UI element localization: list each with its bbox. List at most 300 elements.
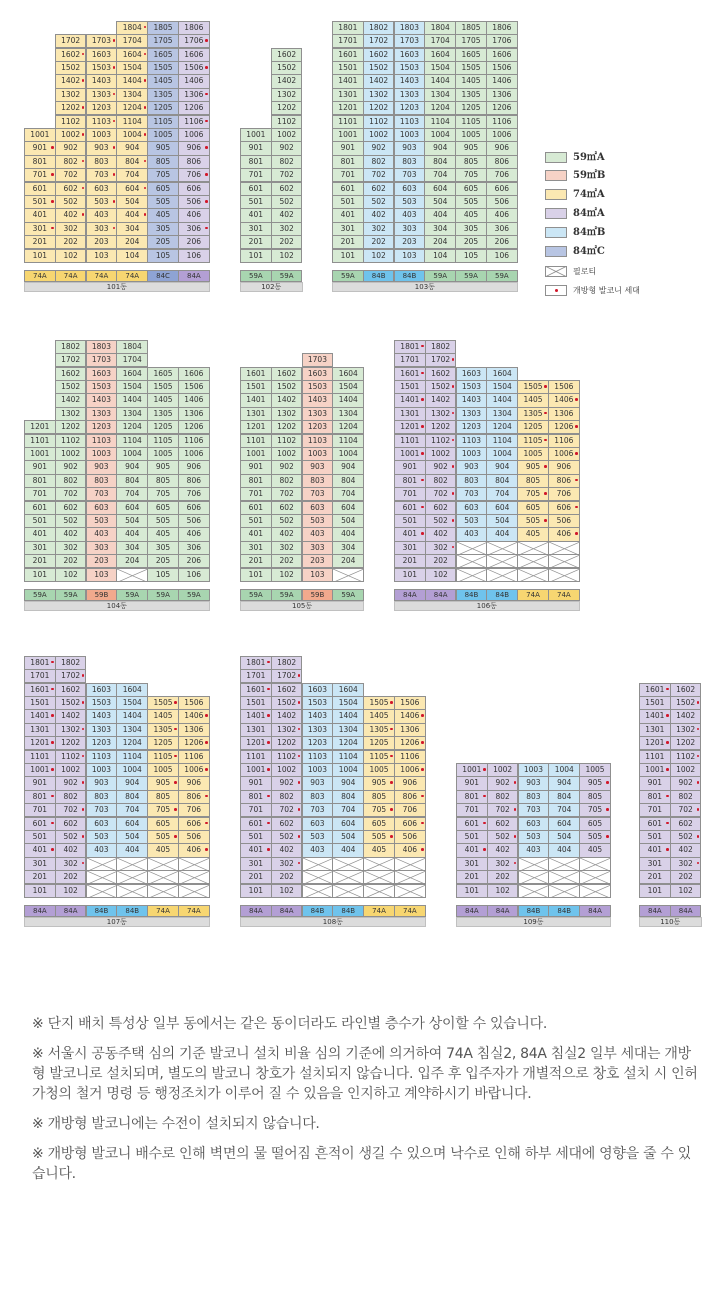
piloti-cell <box>332 857 364 871</box>
unit-cell: 801 <box>240 474 272 488</box>
open-balcony-dot <box>697 835 700 838</box>
unit-cell: 805 <box>147 790 179 804</box>
unit-cell: 801 <box>240 790 272 804</box>
piloti-cell <box>363 884 395 898</box>
open-balcony-dot <box>421 479 424 482</box>
unit-cell: 302 <box>670 857 702 871</box>
piloti-cell <box>548 541 580 555</box>
open-balcony-dot <box>421 714 424 717</box>
unit-cell: 1403 <box>302 393 334 407</box>
unit-cell: 1404 <box>332 393 364 407</box>
unit-cell: 1502 <box>271 380 303 394</box>
unit-cell: 1101 <box>240 750 272 764</box>
unit-cell: 505 <box>517 514 549 528</box>
open-balcony-dot <box>144 213 147 216</box>
unit-cell: 1605 <box>455 48 487 62</box>
unit-cell: 1503 <box>86 696 118 710</box>
unit-cell: 1406 <box>178 74 210 88</box>
unit-cell: 1101 <box>24 434 56 448</box>
unit-cell: 501 <box>394 514 426 528</box>
unit-cell: 1401 <box>639 709 671 723</box>
unit-cell: 905 <box>455 141 487 155</box>
open-balcony-dot <box>51 714 54 717</box>
unit-cell: 1203 <box>302 736 334 750</box>
unit-type-tab: 59A <box>240 270 272 282</box>
open-balcony-dot <box>205 39 208 42</box>
piloti-cell <box>518 857 550 871</box>
unit-cell: 905 <box>579 776 611 790</box>
unit-cell: 402 <box>425 527 457 541</box>
unit-cell: 503 <box>394 195 426 209</box>
unit-cell: 501 <box>240 514 272 528</box>
unit-cell: 605 <box>363 817 395 831</box>
piloti-cell <box>517 568 549 582</box>
unit-cell: 1206 <box>486 101 518 115</box>
unit-cell: 1405 <box>363 709 395 723</box>
unit-cell: 103 <box>86 249 118 263</box>
unit-cell: 202 <box>55 870 87 884</box>
unit-type-tab: 84B <box>363 270 395 282</box>
unit-cell: 1105 <box>363 750 395 764</box>
open-balcony-dot <box>452 465 455 468</box>
unit-cell: 1103 <box>394 115 426 129</box>
unit-cell: 701 <box>639 803 671 817</box>
unit-cell: 903 <box>86 460 118 474</box>
unit-cell: 601 <box>24 817 56 831</box>
unit-cell: 704 <box>548 803 580 817</box>
unit-cell: 802 <box>271 155 303 169</box>
unit-cell: 1202 <box>425 420 457 434</box>
unit-cell: 805 <box>363 790 395 804</box>
unit-cell: 502 <box>487 830 519 844</box>
unit-cell: 1002 <box>55 763 87 777</box>
unit-cell: 1202 <box>55 420 87 434</box>
unit-cell: 705 <box>455 168 487 182</box>
open-balcony-dot <box>205 93 208 96</box>
unit-cell: 804 <box>332 790 364 804</box>
unit-cell: 701 <box>240 803 272 817</box>
unit-cell: 305 <box>147 222 179 236</box>
unit-cell: 906 <box>178 776 210 790</box>
open-balcony-dot <box>483 848 486 851</box>
unit-cell: 1702 <box>55 669 87 683</box>
unit-cell: 306 <box>178 541 210 555</box>
unit-cell: 802 <box>363 155 395 169</box>
unit-cell: 204 <box>116 554 148 568</box>
open-balcony-dot <box>113 93 116 96</box>
unit-cell: 1502 <box>271 696 303 710</box>
open-balcony-dot <box>113 173 116 176</box>
unit-cell: 601 <box>394 501 426 515</box>
open-balcony-dot <box>421 532 424 535</box>
unit-cell: 702 <box>425 487 457 501</box>
unit-cell: 1004 <box>116 128 148 142</box>
unit-cell: 906 <box>548 460 580 474</box>
unit-cell: 1602 <box>425 367 457 381</box>
open-balcony-dot <box>483 822 486 825</box>
unit-cell: 1302 <box>55 723 87 737</box>
unit-cell: 1406 <box>178 393 210 407</box>
piloti-cell <box>363 870 395 884</box>
unit-cell: 1002 <box>55 128 87 142</box>
piloti-cell <box>116 884 148 898</box>
unit-cell: 1606 <box>178 48 210 62</box>
unit-cell: 504 <box>424 195 456 209</box>
unit-cell: 1601 <box>332 48 364 62</box>
unit-cell: 1003 <box>456 447 488 461</box>
unit-cell: 404 <box>424 208 456 222</box>
open-balcony-dot <box>421 425 424 428</box>
unit-cell: 904 <box>332 776 364 790</box>
unit-cell: 502 <box>271 830 303 844</box>
unit-cell: 405 <box>455 208 487 222</box>
unit-type-tab: 59A <box>24 589 56 601</box>
unit-cell: 1402 <box>55 709 87 723</box>
unit-cell: 902 <box>271 776 303 790</box>
unit-cell: 602 <box>55 182 87 196</box>
unit-cell: 1304 <box>116 88 148 102</box>
unit-cell: 1703 <box>86 353 118 367</box>
unit-cell: 1802 <box>425 340 457 354</box>
unit-cell: 102 <box>670 884 702 898</box>
unit-cell: 706 <box>486 168 518 182</box>
unit-type-tab: 84B <box>518 905 550 917</box>
unit-cell: 402 <box>271 527 303 541</box>
unit-cell: 701 <box>24 168 56 182</box>
unit-cell: 203 <box>86 554 118 568</box>
unit-cell: 1003 <box>86 128 118 142</box>
open-balcony-dot <box>205 200 208 203</box>
open-balcony-dot <box>113 39 116 42</box>
open-balcony-dot <box>298 755 301 758</box>
unit-cell: 804 <box>486 474 518 488</box>
unit-cell: 202 <box>487 870 519 884</box>
unit-cell: 102 <box>55 884 87 898</box>
piloti-cell <box>579 857 611 871</box>
unit-cell: 802 <box>55 155 87 169</box>
legend-swatch <box>545 208 567 219</box>
unit-cell: 906 <box>394 776 426 790</box>
unit-cell: 1802 <box>271 656 303 670</box>
unit-cell: 806 <box>548 474 580 488</box>
unit-cell: 105 <box>147 568 179 582</box>
unit-cell: 301 <box>240 857 272 871</box>
unit-cell: 1605 <box>147 367 179 381</box>
unit-cell: 606 <box>178 817 210 831</box>
unit-cell: 801 <box>24 155 56 169</box>
open-balcony-dot <box>51 768 54 771</box>
unit-type-tab: 74A <box>517 589 549 601</box>
building-label: 106동 <box>394 601 580 611</box>
note-4: ※ 개방형 발코니 배수로 인해 벽면의 물 떨어짐 흔적이 생길 수 있으며 낙수로 인해 하부 세대에 영향을 줄 수 있습니다. <box>32 1146 691 1182</box>
open-balcony-dot <box>267 848 270 851</box>
unit-cell: 404 <box>116 208 148 222</box>
unit-cell: 202 <box>271 870 303 884</box>
unit-cell: 804 <box>424 155 456 169</box>
unit-cell: 1502 <box>670 696 702 710</box>
unit-cell: 604 <box>548 817 580 831</box>
unit-cell: 1201 <box>240 420 272 434</box>
unit-cell: 1205 <box>455 101 487 115</box>
unit-cell: 1202 <box>55 101 87 115</box>
unit-cell: 701 <box>24 487 56 501</box>
unit-cell: 703 <box>456 487 488 501</box>
unit-cell: 305 <box>455 222 487 236</box>
unit-cell: 1301 <box>332 88 364 102</box>
unit-type-tab: 59B <box>302 589 334 601</box>
unit-cell: 802 <box>487 790 519 804</box>
unit-cell: 703 <box>86 487 118 501</box>
unit-cell: 1302 <box>55 88 87 102</box>
unit-cell: 501 <box>24 195 56 209</box>
unit-cell: 1303 <box>394 88 426 102</box>
unit-cell: 1206 <box>178 736 210 750</box>
unit-cell: 1104 <box>332 750 364 764</box>
open-balcony-dot <box>421 768 424 771</box>
unit-cell: 402 <box>487 843 519 857</box>
open-balcony-dot <box>205 768 208 771</box>
unit-cell: 1706 <box>486 34 518 48</box>
unit-cell: 202 <box>425 554 457 568</box>
unit-cell: 1801 <box>24 656 56 670</box>
unit-cell: 1401 <box>240 393 272 407</box>
unit-cell: 1006 <box>394 763 426 777</box>
open-balcony-dot <box>82 133 85 136</box>
unit-type-tab: 84B <box>486 589 518 601</box>
unit-cell: 1302 <box>55 407 87 421</box>
unit-cell: 402 <box>55 208 87 222</box>
unit-cell: 701 <box>240 168 272 182</box>
unit-cell: 1502 <box>55 61 87 75</box>
unit-cell: 1104 <box>116 750 148 764</box>
unit-cell: 804 <box>116 474 148 488</box>
unit-cell: 1005 <box>579 763 611 777</box>
unit-cell: 501 <box>332 195 364 209</box>
legend-label: 필로티 <box>573 267 597 276</box>
unit-cell: 1404 <box>332 709 364 723</box>
unit-cell: 1003 <box>518 763 550 777</box>
unit-cell: 702 <box>55 803 87 817</box>
unit-cell: 401 <box>456 843 488 857</box>
unit-cell: 302 <box>363 222 395 236</box>
unit-cell: 702 <box>670 803 702 817</box>
unit-cell: 804 <box>116 155 148 169</box>
open-balcony-dot <box>144 106 147 109</box>
unit-cell: 1203 <box>302 420 334 434</box>
unit-cell: 1305 <box>517 407 549 421</box>
unit-cell: 1601 <box>24 683 56 697</box>
unit-cell: 902 <box>487 776 519 790</box>
unit-cell: 1501 <box>639 696 671 710</box>
unit-cell: 904 <box>424 141 456 155</box>
unit-cell: 102 <box>363 249 395 263</box>
open-balcony-dot <box>51 822 54 825</box>
unit-type-tab: 84B <box>394 270 426 282</box>
unit-type-tab: 59A <box>424 270 456 282</box>
unit-cell: 1106 <box>178 750 210 764</box>
unit-cell: 1403 <box>86 393 118 407</box>
unit-cell: 502 <box>271 514 303 528</box>
unit-cell: 802 <box>55 474 87 488</box>
open-balcony-dot <box>514 808 517 811</box>
unit-cell: 1106 <box>178 434 210 448</box>
building-label: 109동 <box>456 917 611 927</box>
open-balcony-dot <box>267 768 270 771</box>
unit-cell: 1104 <box>116 115 148 129</box>
open-balcony-dot <box>82 213 85 216</box>
unit-cell: 1304 <box>116 723 148 737</box>
unit-cell: 702 <box>363 168 395 182</box>
unit-cell: 1106 <box>548 434 580 448</box>
unit-cell: 1404 <box>116 393 148 407</box>
unit-cell: 201 <box>24 235 56 249</box>
open-balcony-dot <box>452 439 455 442</box>
unit-type-tab: 59A <box>332 589 364 601</box>
unit-cell: 1505 <box>147 696 179 710</box>
unit-cell: 202 <box>55 554 87 568</box>
open-balcony-dot <box>82 862 85 865</box>
unit-type-tab: 84A <box>178 270 210 282</box>
open-balcony-dot <box>544 519 547 522</box>
unit-cell: 402 <box>55 527 87 541</box>
unit-cell: 1102 <box>55 115 87 129</box>
unit-cell: 1105 <box>147 434 179 448</box>
unit-cell: 1006 <box>548 447 580 461</box>
unit-cell: 1405 <box>147 74 179 88</box>
unit-cell: 1104 <box>116 434 148 448</box>
unit-cell: 1002 <box>55 447 87 461</box>
unit-cell: 906 <box>178 141 210 155</box>
unit-cell: 1303 <box>456 407 488 421</box>
unit-cell: 1503 <box>394 61 426 75</box>
unit-cell: 105 <box>455 249 487 263</box>
unit-cell: 705 <box>147 487 179 501</box>
unit-cell: 804 <box>332 474 364 488</box>
unit-cell: 102 <box>271 884 303 898</box>
unit-cell: 401 <box>240 208 272 222</box>
unit-type-tab: 74A <box>55 270 87 282</box>
unit-cell: 902 <box>425 460 457 474</box>
unit-cell: 301 <box>240 541 272 555</box>
open-balcony-dot <box>267 795 270 798</box>
unit-cell: 1802 <box>363 21 395 35</box>
unit-cell: 704 <box>116 487 148 501</box>
unit-cell: 705 <box>579 803 611 817</box>
open-balcony-dot <box>697 808 700 811</box>
open-balcony-dot <box>267 741 270 744</box>
unit-cell: 1102 <box>55 750 87 764</box>
unit-type-tab: 84A <box>456 905 488 917</box>
unit-cell: 202 <box>271 554 303 568</box>
open-balcony-dot <box>174 781 177 784</box>
unit-cell: 1703 <box>394 34 426 48</box>
unit-cell: 902 <box>55 141 87 155</box>
unit-cell: 902 <box>670 776 702 790</box>
unit-cell: 1801 <box>394 340 426 354</box>
unit-cell: 101 <box>394 568 426 582</box>
unit-cell: 1202 <box>55 736 87 750</box>
unit-cell: 1606 <box>486 48 518 62</box>
unit-cell: 201 <box>456 870 488 884</box>
unit-cell: 306 <box>178 222 210 236</box>
unit-cell: 1405 <box>147 709 179 723</box>
unit-cell: 802 <box>55 790 87 804</box>
unit-cell: 1205 <box>363 736 395 750</box>
open-balcony-dot <box>144 79 147 82</box>
open-balcony-dot <box>113 66 116 69</box>
unit-cell: 1805 <box>147 21 179 35</box>
unit-cell: 302 <box>55 541 87 555</box>
unit-cell: 1804 <box>424 21 456 35</box>
legend-label: 개방형 발코니 세대 <box>573 286 640 295</box>
unit-cell: 1202 <box>363 101 395 115</box>
unit-cell: 1502 <box>425 380 457 394</box>
unit-cell: 1405 <box>455 74 487 88</box>
unit-cell: 504 <box>116 195 148 209</box>
unit-cell: 505 <box>147 514 179 528</box>
unit-cell: 1604 <box>332 367 364 381</box>
unit-cell: 1202 <box>271 420 303 434</box>
unit-cell: 1604 <box>424 48 456 62</box>
unit-cell: 704 <box>486 487 518 501</box>
piloti-cell <box>548 884 580 898</box>
unit-cell: 1106 <box>394 750 426 764</box>
unit-cell: 1103 <box>302 434 334 448</box>
unit-cell: 901 <box>24 776 56 790</box>
unit-type-tab: 74A <box>394 905 426 917</box>
piloti-cell <box>116 857 148 871</box>
unit-cell: 1705 <box>147 34 179 48</box>
unit-cell: 904 <box>332 460 364 474</box>
open-balcony-dot <box>174 701 177 704</box>
open-balcony-dot <box>82 160 85 163</box>
unit-cell: 602 <box>487 817 519 831</box>
unit-cell: 1104 <box>424 115 456 129</box>
unit-cell: 502 <box>55 830 87 844</box>
unit-cell: 1001 <box>332 128 364 142</box>
unit-cell: 302 <box>271 857 303 871</box>
open-balcony-dot <box>113 200 116 203</box>
unit-cell: 701 <box>394 487 426 501</box>
unit-cell: 904 <box>116 460 148 474</box>
unit-cell: 602 <box>363 182 395 196</box>
unit-type-tab: 84A <box>24 905 56 917</box>
unit-cell: 1306 <box>178 88 210 102</box>
unit-cell: 302 <box>55 222 87 236</box>
unit-cell: 1204 <box>116 736 148 750</box>
open-balcony-dot <box>113 120 116 123</box>
unit-cell: 1504 <box>424 61 456 75</box>
piloti-cell <box>147 857 179 871</box>
unit-type-tab: 59A <box>486 270 518 282</box>
unit-type-tab: 74A <box>116 270 148 282</box>
unit-cell: 601 <box>332 182 364 196</box>
unit-cell: 704 <box>332 487 364 501</box>
unit-cell: 1701 <box>24 669 56 683</box>
unit-cell: 801 <box>24 474 56 488</box>
unit-cell: 1503 <box>86 380 118 394</box>
unit-cell: 201 <box>332 235 364 249</box>
note-1: ※ 단지 배치 특성상 일부 동에서는 같은 동이더라도 라인별 층수가 상이할 수 있습니다. <box>32 1016 547 1032</box>
unit-cell: 101 <box>332 249 364 263</box>
open-balcony-dot <box>51 200 54 203</box>
unit-cell: 702 <box>271 168 303 182</box>
unit-cell: 1204 <box>486 420 518 434</box>
piloti-cell <box>579 870 611 884</box>
open-balcony-dot <box>697 728 700 731</box>
unit-cell: 501 <box>24 830 56 844</box>
unit-cell: 405 <box>363 843 395 857</box>
